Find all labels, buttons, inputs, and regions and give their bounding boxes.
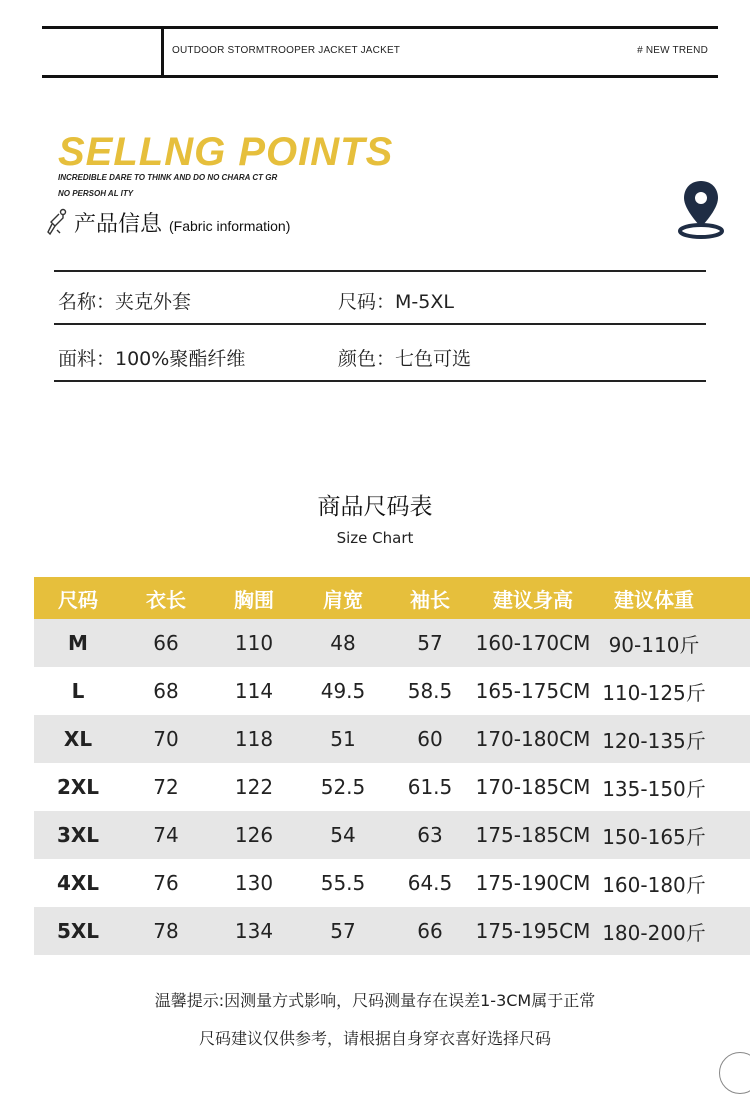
table-row <box>34 763 750 811</box>
size-cell: M <box>68 631 88 655</box>
size-cell: L <box>71 679 85 703</box>
table-cell: 175-195CM <box>475 919 591 943</box>
table-cell: 63 <box>417 823 443 847</box>
table-cell: 170-185CM <box>475 775 591 799</box>
table-cell: 180-200斤 <box>602 920 706 945</box>
header-cell: 尺码 <box>58 587 98 612</box>
table-cell: 110 <box>234 631 274 655</box>
table-cell: 76 <box>153 871 179 895</box>
corner-decoration <box>719 1052 750 1094</box>
size-cell: 3XL <box>56 823 100 847</box>
selling-points-title: SELLNG POINTS <box>58 130 394 174</box>
table-cell: 175-185CM <box>475 823 591 847</box>
fabric-info-cn: 产品信息 <box>74 212 163 237</box>
fabric-info-heading <box>74 210 290 241</box>
table-cell: 175-190CM <box>475 871 591 895</box>
table-cell: 48 <box>330 631 356 655</box>
table-cell: 120-135斤 <box>602 728 706 753</box>
size-cell: 4XL <box>56 871 100 895</box>
table-cell: 122 <box>234 775 274 799</box>
header-divider <box>161 29 164 75</box>
table-cell: 51 <box>330 727 356 751</box>
table-row <box>34 619 750 667</box>
table-cell: 110-125斤 <box>602 680 706 705</box>
location-pin-icon <box>678 179 724 239</box>
table-cell: 55.5 <box>320 871 366 895</box>
info-rule-bottom <box>54 380 706 382</box>
table-row <box>34 859 750 907</box>
table-row <box>34 715 750 763</box>
header-cell: 肩宽 <box>323 587 363 612</box>
table-cell: 114 <box>234 679 274 703</box>
table-cell: 74 <box>153 823 179 847</box>
table-cell: 60 <box>417 727 443 751</box>
table-cell: 57 <box>330 919 356 943</box>
size-cell: 2XL <box>56 775 100 799</box>
table-cell: 57 <box>417 631 443 655</box>
header-cell: 衣长 <box>146 587 186 612</box>
size-table-header <box>34 577 750 619</box>
info-fabric: 面料：100%聚酯纤维 <box>58 348 246 370</box>
fabric-info-en: (Fabric information) <box>169 218 291 234</box>
table-cell: 54 <box>330 823 356 847</box>
hanger-tag-icon <box>46 208 70 238</box>
header-cell: 建议体重 <box>614 587 694 612</box>
table-cell: 78 <box>153 919 179 943</box>
header-top-rule <box>42 26 718 29</box>
table-cell: 126 <box>234 823 274 847</box>
table-cell: 160-170CM <box>475 631 591 655</box>
table-cell: 49.5 <box>320 679 366 703</box>
note-line-1: 温馨提示:因测量方式影响，尺码测量存在误差1-3CM属于正常 <box>154 991 596 1010</box>
info-name: 名称：夹克外套 <box>58 291 192 313</box>
header-cell: 胸围 <box>234 587 274 612</box>
note-line-2: 尺码建议仅供参考，请根据自身穿衣喜好选择尺码 <box>198 1029 551 1048</box>
size-cell: XL <box>63 727 93 751</box>
size-table <box>34 577 750 955</box>
table-cell: 135-150斤 <box>602 776 706 801</box>
info-rule-middle <box>54 323 706 325</box>
table-row <box>34 667 750 715</box>
table-cell: 170-180CM <box>475 727 591 751</box>
table-row <box>34 811 750 859</box>
table-cell: 165-175CM <box>475 679 591 703</box>
table-cell: 52.5 <box>320 775 366 799</box>
table-cell: 66 <box>153 631 179 655</box>
header-cell: 建议身高 <box>493 587 573 612</box>
header-bottom-rule <box>42 75 718 78</box>
table-row <box>34 907 750 955</box>
table-cell: 90-110斤 <box>608 632 700 657</box>
table-cell: 70 <box>153 727 179 751</box>
info-color: 颜色：七色可选 <box>338 348 472 370</box>
table-cell: 118 <box>234 727 274 751</box>
size-chart-title: 商品尺码表 <box>317 494 433 520</box>
selling-points-subtitle-2: NO PERSOH AL ITY <box>58 189 134 198</box>
selling-points-subtitle-1: INCREDIBLE DARE TO THINK AND DO NO CHARA CT GR <box>58 173 278 182</box>
info-rule-top <box>54 270 706 272</box>
table-cell: 134 <box>234 919 274 943</box>
table-cell: 130 <box>234 871 274 895</box>
table-cell: 58.5 <box>407 679 453 703</box>
table-cell: 150-165斤 <box>602 824 706 849</box>
table-cell: 64.5 <box>407 871 453 895</box>
table-cell: 61.5 <box>407 775 453 799</box>
header-title: OUTDOOR STORMTROOPER JACKET JACKET <box>172 45 401 56</box>
table-cell: 72 <box>153 775 179 799</box>
info-size: 尺码：M-5XL <box>338 291 454 313</box>
header-cell: 袖长 <box>410 587 450 612</box>
table-cell: 160-180斤 <box>602 872 706 897</box>
header-tag: # NEW TREND <box>637 45 708 56</box>
table-cell: 66 <box>417 919 443 943</box>
size-cell: 5XL <box>56 919 100 943</box>
size-chart-subtitle: Size Chart <box>336 529 414 547</box>
size-table-body <box>34 619 750 955</box>
table-cell: 68 <box>153 679 179 703</box>
